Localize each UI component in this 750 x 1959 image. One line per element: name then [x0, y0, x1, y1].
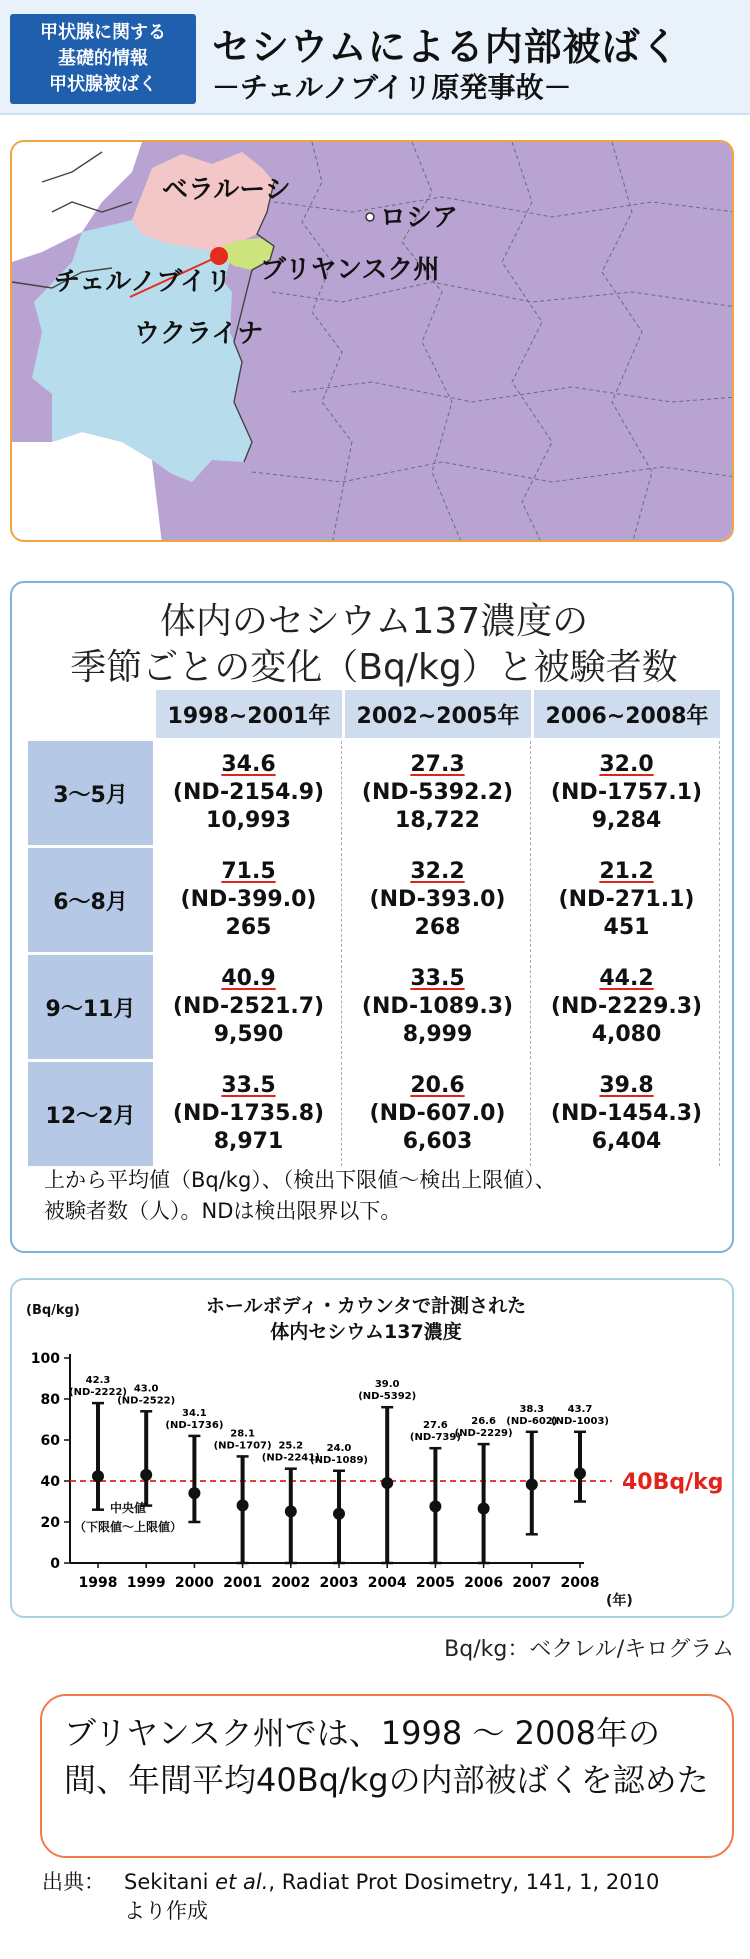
chart-legend-line1: 中央値	[109, 1501, 147, 1515]
y-tick-label: 40	[40, 1474, 60, 1490]
cell-mean: 32.2	[410, 859, 465, 884]
y-tick-label: 80	[40, 1392, 60, 1408]
x-tick-label: 1999	[126, 1575, 166, 1591]
chernobyl-marker-icon	[210, 247, 228, 265]
cell-mean: 21.2	[599, 859, 654, 884]
table-cell	[345, 848, 531, 952]
source-label: 出典：	[42, 1870, 105, 1894]
page-subtitle: －チェルノブイリ原発事故－	[212, 71, 572, 104]
cesium-chart-panel	[10, 1278, 734, 1618]
season-label: 3～5月	[28, 741, 153, 845]
cell-count: 4,080	[591, 1022, 662, 1047]
x-tick-label: 2006	[464, 1575, 504, 1591]
cell-range: (ND-1089.3)	[361, 994, 514, 1019]
table-cell	[345, 1062, 531, 1166]
x-tick-label: 2000	[174, 1575, 214, 1591]
median-point	[574, 1467, 586, 1479]
source-journal: , Radiat Prot Dosimetry, 141, 1, 2010	[268, 1870, 660, 1894]
x-tick-label: 2001	[223, 1575, 263, 1591]
cell-range: (ND-399.0)	[180, 887, 317, 912]
median-point	[429, 1500, 441, 1512]
region-map	[10, 140, 734, 542]
cell-mean: 32.0	[599, 752, 654, 777]
table-title-line1: 体内のセシウム137濃度の	[159, 601, 589, 642]
cell-count: 265	[225, 915, 272, 940]
cell-mean: 39.8	[599, 1073, 654, 1098]
data-label-range: (ND-1003)	[551, 1415, 609, 1427]
y-tick-label: 60	[40, 1433, 60, 1449]
cell-range: (ND-2154.9)	[172, 780, 325, 805]
y-tick-label: 0	[50, 1556, 60, 1572]
data-label-range: (ND-5392)	[358, 1391, 417, 1403]
label-belarus: ベラルーシ	[162, 175, 291, 205]
city-marker-icon	[366, 213, 374, 221]
cell-mean: 40.9	[221, 966, 276, 991]
data-label-value: 27.6	[423, 1420, 448, 1432]
table-note-line1: 上から平均値（Bq/kg）、（検出下限値～検出上限値）、	[44, 1168, 556, 1192]
category-badge	[10, 14, 196, 104]
table-cell	[156, 741, 342, 845]
data-label-range: (ND-1736)	[165, 1419, 224, 1431]
x-tick-label: 2008	[560, 1575, 600, 1591]
table-cell	[534, 848, 720, 952]
y-tick-label: 20	[40, 1515, 60, 1531]
median-point	[333, 1508, 345, 1520]
source-text	[124, 1868, 742, 1897]
cell-mean: 33.5	[221, 1073, 276, 1098]
cell-count: 18,722	[395, 808, 480, 833]
data-label-range: (ND-1089)	[310, 1454, 368, 1466]
table-title-line2: 季節ごとの変化（Bq/kg）と被験者数	[70, 647, 678, 688]
data-label-value: 38.3	[519, 1403, 545, 1415]
season-label: 12～2月	[28, 1062, 153, 1166]
cell-range: (ND-393.0)	[369, 887, 506, 912]
cell-range: (ND-1454.3)	[550, 1101, 703, 1126]
cell-mean: 27.3	[410, 752, 465, 777]
data-label-value: 26.6	[471, 1416, 496, 1428]
y-tick-label: 100	[30, 1351, 60, 1367]
table-row	[28, 1062, 720, 1166]
x-tick-label: 2007	[512, 1575, 552, 1591]
data-label-value: 43.7	[567, 1403, 593, 1415]
column-header: 2002~2005年	[345, 690, 531, 738]
table-cell	[345, 741, 531, 845]
median-point	[140, 1469, 152, 1481]
badge-line-2: 基礎的情報	[58, 48, 148, 69]
cell-count: 268	[414, 915, 461, 940]
column-header: 1998~2001年	[156, 690, 342, 738]
cell-mean: 33.5	[410, 966, 465, 991]
cell-count: 6,404	[591, 1129, 662, 1154]
x-tick-label: 2002	[271, 1575, 311, 1591]
source-line2: より作成	[124, 1899, 208, 1923]
cell-range: (ND-1735.8)	[172, 1101, 325, 1126]
page-title: セシウムによる内部被ばく	[212, 25, 680, 69]
table-row	[28, 848, 720, 952]
table-cell	[345, 955, 531, 1059]
median-point	[188, 1487, 200, 1499]
cell-mean: 44.2	[599, 966, 654, 991]
source-etal: et al.	[215, 1870, 269, 1894]
data-label-value: 43.0	[133, 1383, 159, 1395]
page-header	[0, 0, 750, 115]
data-label-range: (ND-2522)	[117, 1395, 176, 1407]
table-row	[28, 955, 720, 1059]
column-header: 2006~2008年	[534, 690, 720, 738]
table-note-line2: 被験者数（人）。NDは検出限界以下。	[44, 1199, 402, 1223]
data-label-range: (ND-2222)	[69, 1387, 127, 1399]
chart-legend-line2: （下限値～上限値）	[73, 1520, 183, 1534]
median-point	[478, 1502, 490, 1514]
x-tick-label: 1998	[78, 1575, 118, 1591]
cell-range: (ND-607.0)	[369, 1101, 506, 1126]
unit-note: Bq/kg：ベクレル/キログラム	[444, 1637, 734, 1662]
source-author: Sekitani	[124, 1870, 216, 1894]
data-label-range: (ND-739)	[409, 1432, 461, 1444]
season-label: 9～11月	[28, 955, 153, 1059]
median-point	[285, 1505, 297, 1517]
data-label-range: (ND-602)	[506, 1415, 558, 1427]
cell-count: 8,971	[213, 1129, 284, 1154]
median-point	[526, 1478, 538, 1490]
cell-count: 10,993	[206, 808, 291, 833]
chart-y-label: (Bq/kg)	[26, 1303, 80, 1318]
cell-range: (ND-271.1)	[558, 887, 695, 912]
cell-count: 8,999	[402, 1022, 473, 1047]
table-cell	[156, 1062, 342, 1166]
table-header-row	[28, 690, 720, 738]
label-chernobyl: チェルノブイリ	[54, 267, 232, 297]
data-label-value: 25.2	[278, 1440, 304, 1452]
label-bryansk: ブリヤンスク州	[260, 255, 440, 285]
cell-count: 9,284	[591, 808, 662, 833]
cell-count: 451	[603, 915, 650, 940]
cell-mean: 71.5	[221, 859, 276, 884]
label-russia: ロシア	[380, 203, 459, 233]
map-svg	[12, 142, 734, 542]
cell-count: 9,590	[213, 1022, 284, 1047]
season-label: 6～8月	[28, 848, 153, 952]
x-tick-label: 2004	[367, 1575, 407, 1591]
cell-count: 6,603	[402, 1129, 473, 1154]
table-cell	[156, 848, 342, 952]
cell-mean: 20.6	[410, 1073, 465, 1098]
data-label-value: 42.3	[85, 1375, 111, 1387]
data-label-range: (ND-2229)	[454, 1428, 513, 1440]
data-label-value: 39.0	[374, 1379, 400, 1391]
cell-range: (ND-2229.3)	[550, 994, 703, 1019]
table-row	[28, 741, 720, 845]
chart-title-line1: ホールボディ・カウンタで計測された	[205, 1295, 527, 1317]
median-point	[92, 1470, 104, 1482]
x-tick-label: 2005	[415, 1575, 455, 1591]
table-cell	[534, 955, 720, 1059]
cell-mean: 34.6	[221, 752, 276, 777]
median-point	[381, 1477, 393, 1489]
cesium-chart	[12, 1280, 734, 1618]
table-cell	[156, 955, 342, 1059]
cell-range: (ND-1757.1)	[550, 780, 703, 805]
chart-x-label: (年)	[606, 1593, 633, 1609]
chart-title-line2: 体内セシウム137濃度	[270, 1321, 462, 1343]
conclusion-box: ブリヤンスク州では、1998 ～ 2008年の間、年間平均40Bq/kgの内部被ばくを認めた	[40, 1694, 734, 1858]
cell-range: (ND-2521.7)	[172, 994, 325, 1019]
data-label-range: (ND-1707)	[213, 1440, 272, 1452]
table-cell	[534, 741, 720, 845]
x-tick-label: 2003	[319, 1575, 359, 1591]
reference-label: 40Bq/kg	[622, 1470, 724, 1495]
data-label-value: 24.0	[326, 1442, 352, 1454]
data-label-value: 28.1	[230, 1428, 255, 1440]
seasonal-table-panel	[10, 581, 734, 1253]
data-label-range: (ND-2241)	[261, 1452, 320, 1464]
badge-line-3: 甲状腺被ばく	[49, 74, 157, 95]
badge-line-1: 甲状腺に関する	[40, 22, 166, 43]
table-note	[44, 1165, 724, 1227]
seasonal-table	[25, 687, 723, 1169]
table-cell	[534, 1062, 720, 1166]
table-corner	[28, 690, 153, 738]
label-ukraine: ウクライナ	[134, 319, 264, 349]
cell-range: (ND-5392.2)	[361, 780, 514, 805]
data-label-value: 34.1	[182, 1407, 207, 1419]
median-point	[237, 1499, 249, 1511]
